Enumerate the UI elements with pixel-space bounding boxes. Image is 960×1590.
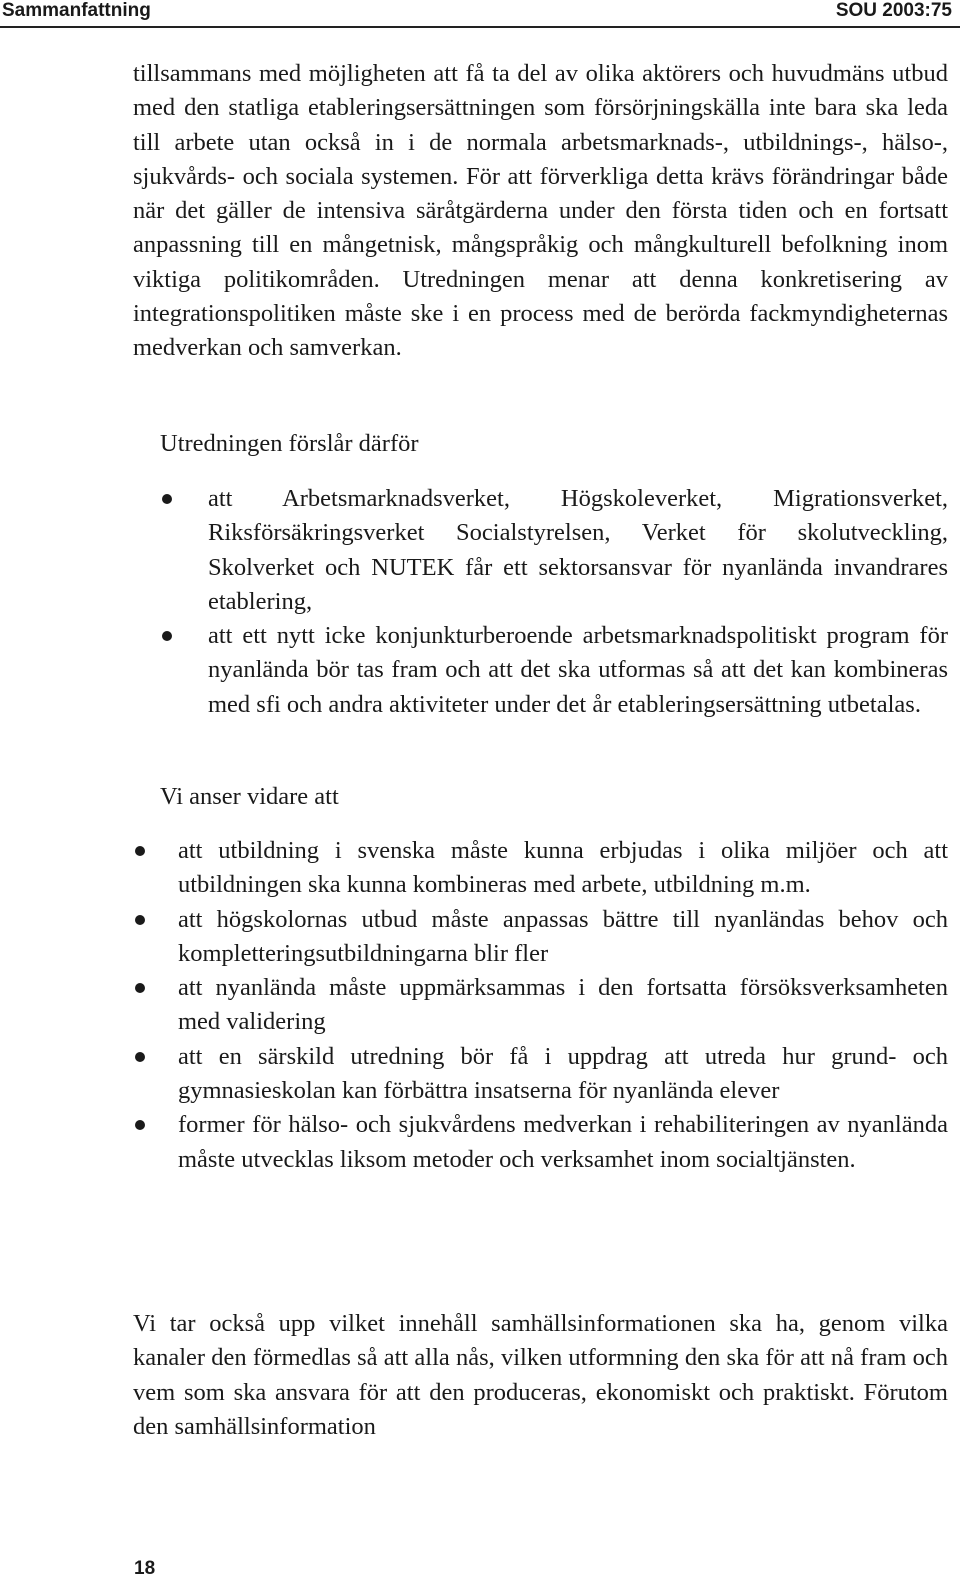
list-item-text: att utbildning i svenska måste kunna erbjudas i olika miljöer och att utbildningen ska kunna kombineras med arbete, utbildning m.m.: [178, 837, 948, 899]
list-intro-1: Utredningen förslår därför: [160, 430, 419, 457]
list-item-text: former för hälso- och sjukvårdens medverkan i rehabiliteringen av nyanlända måste utvecklas liksom metoder och verksamhet inom socialtjänsten.: [178, 1111, 948, 1173]
list-item-text: att högskolornas utbud måste anpassas bättre till nyanländas behov och kompletteringsutbildningarna blir fler: [178, 905, 948, 967]
list-item-text: att ett nytt icke konjunkturberoende arbetsmarknadspolitiskt program för nyanlända bör tas fram och att det ska utformas så att det kan kombineras med sfi och andra aktiviteter under det år etableringsersättning utbetalas.: [208, 622, 948, 718]
list-item: [133, 903, 948, 972]
body-paragraph-2: Vi tar också upp vilket innehåll samhällsinformationen ska ha, genom vilka kanaler den förmedlas så att alla nås, vilken utformning den ska för att nå fram och vem som ska ansvara för att den produceras, ekonomiskt och praktiskt. Förutom den samhällsinformation: [133, 1310, 948, 1440]
list-item-text: att nyanlända måste uppmärksammas i den fortsatta försöksverksamheten med validering: [178, 974, 948, 1036]
list-item: [160, 619, 948, 722]
section-title: Sammanfattning: [2, 0, 151, 21]
opinion-list: [133, 834, 948, 1177]
list-item: [133, 1040, 948, 1109]
bullet-icon: [162, 631, 172, 641]
list-item-text: att en särskild utredning bör få i uppdrag att utreda hur grund- och gymnasieskolan kan förbättra insatserna för nyanlända elever: [178, 1042, 948, 1105]
list-item: [133, 834, 948, 903]
bullet-icon: [135, 1120, 145, 1130]
list-item: [133, 1108, 948, 1177]
header-rule: [0, 26, 960, 28]
list-intro-2: Vi anser vidare att: [160, 783, 339, 810]
page-header: [0, 0, 960, 26]
proposal-list: [160, 482, 948, 722]
document-reference: SOU 2003:75: [835, 0, 952, 21]
list-item: [160, 482, 948, 619]
bullet-icon: [135, 1052, 145, 1062]
body-paragraph-1: tillsammans med möjligheten att få ta del av olika aktörers och huvudmäns utbud med den statliga etableringsersättningen som försörjningskälla inte bara ska leda till arbete utan också in i de normala arbetsmarknads-, utbildnings-, hälso-, sjukvårds- och sociala systemen. För att förverkliga detta krävs förändringar både när det gäller de intensiva säråtgärderna under den första tiden och en fortsatt anpassning till en mångetnisk, mångspråkig och mångkulturell befolkning inom viktiga politikområden. Utredningen menar att denna konkretisering av integrationspolitiken måste ske i en process med de berörda fackmyndigheternas medverkan och samverkan.: [133, 60, 948, 362]
bullet-icon: [135, 846, 145, 856]
list-item-text: att Arbetsmarknadsverket, Högskoleverket, Migrationsverket, Riksförsäkringsverket Socialstyrelsen, Verket för skolutveckling, Skolverket och NUTEK får ett sektorsansvar för nyanlända invandrares etablering,: [208, 485, 948, 615]
page-number: 18: [134, 1558, 156, 1579]
bullet-icon: [135, 983, 145, 993]
bullet-icon: [135, 915, 145, 925]
bullet-icon: [162, 494, 172, 504]
list-item: [133, 971, 948, 1040]
